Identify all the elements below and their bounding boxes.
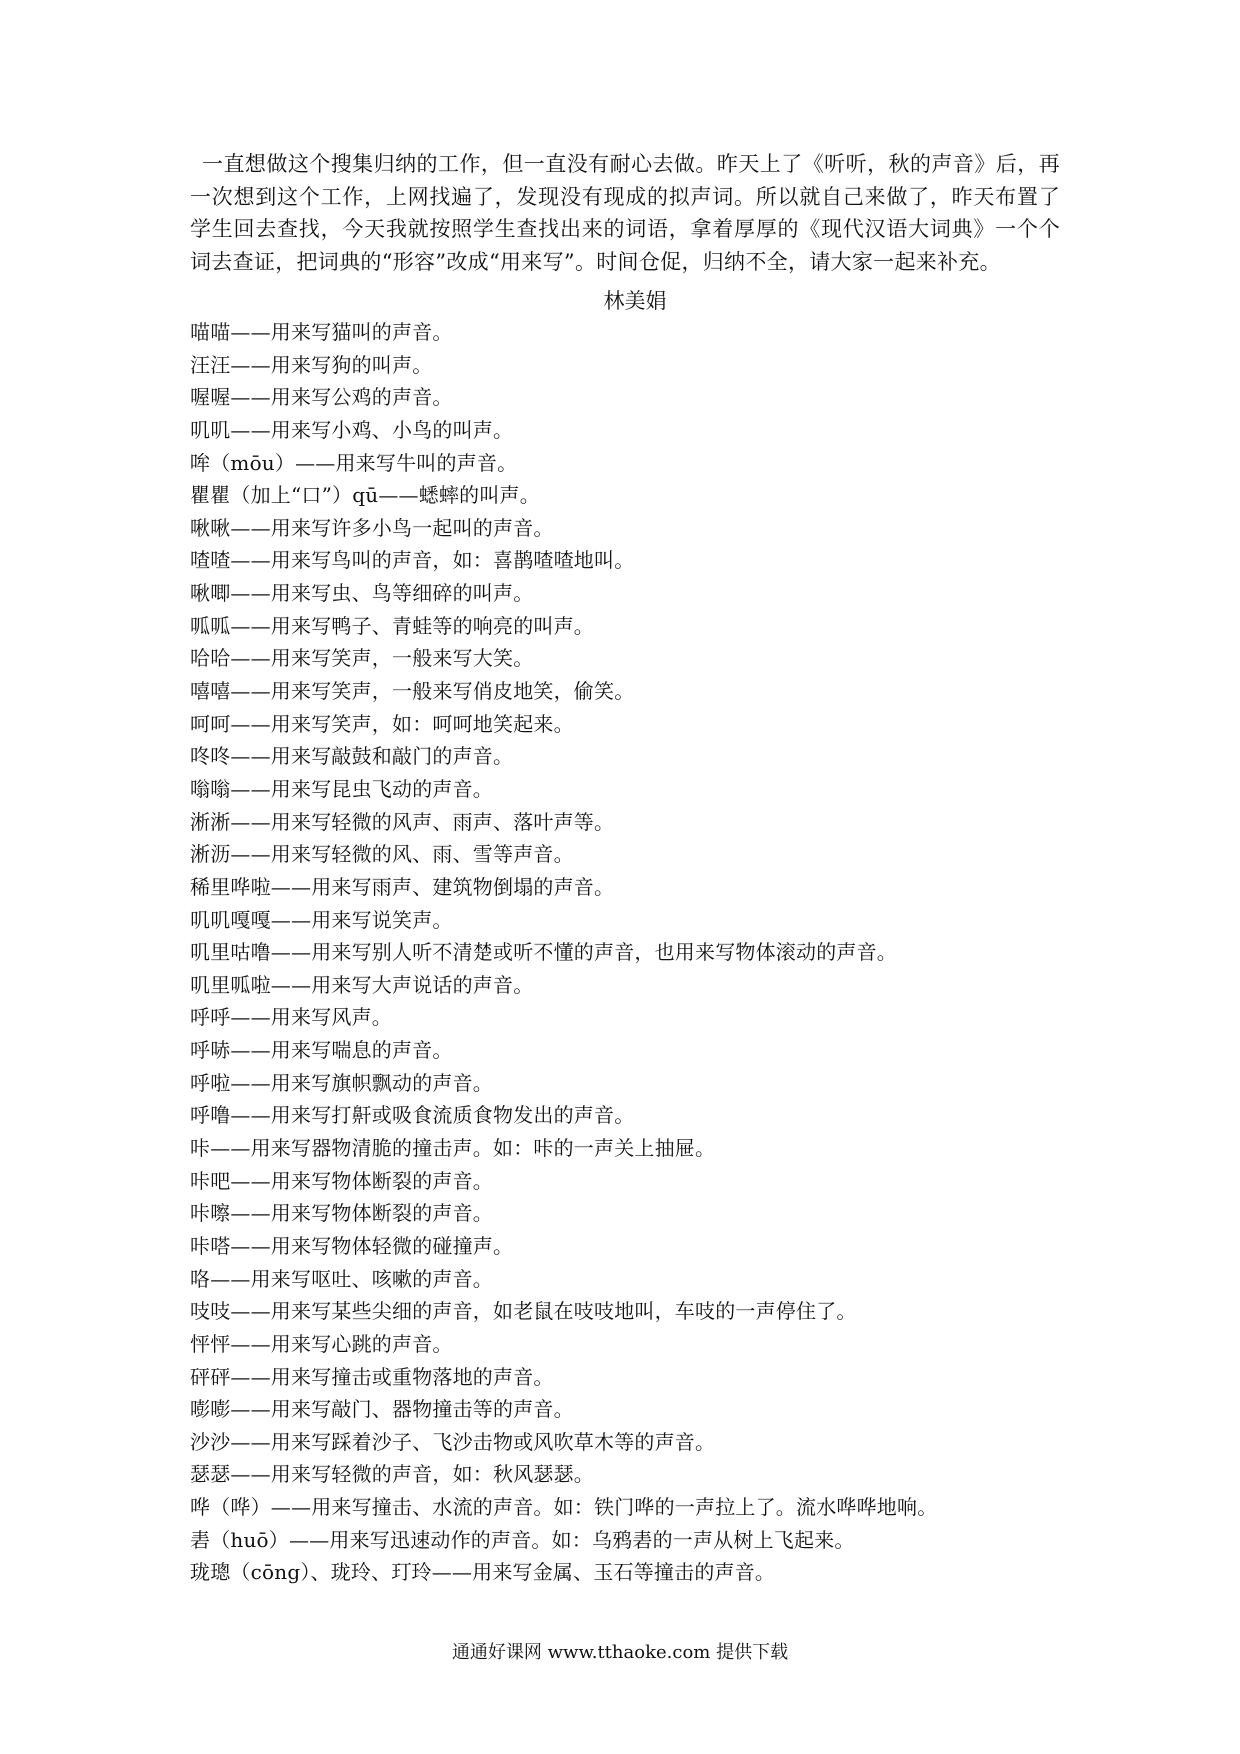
list-item: 嘻嘻——用来写笑声，一般来写俏皮地笑，偷笑。	[190, 679, 635, 704]
list-item: 叽里呱啦——用来写大声说话的声音。	[190, 972, 534, 997]
list-item: 珑璁（cōng）、珑玲、玎玲——用来写金属、玉石等撞击的声音。	[190, 1560, 776, 1585]
list-item: 呱呱——用来写鸭子、青蛙等的响亮的叫声。	[190, 613, 594, 638]
list-item: 呼噜——用来写打鼾或吸食流质食物发出的声音。	[190, 1103, 635, 1128]
list-item: 砉（huō）——用来写迅速动作的声音。如：乌鸦砉的一声从树上飞起来。	[190, 1527, 855, 1552]
list-item: 咔——用来写器物清脆的撞击声。如：咔的一声关上抽屉。	[190, 1136, 716, 1161]
footer-credit: 通通好课网 www.tthaoke.com 提供下载	[451, 1642, 789, 1663]
list-item: 呼呼——用来写风声。	[190, 1005, 392, 1030]
list-item: 呼啦——用来写旗帜飘动的声音。	[190, 1070, 493, 1095]
list-item: 咚咚——用来写敲鼓和敲门的声音。	[190, 744, 514, 769]
onomatopoeia-list	[190, 316, 1090, 1589]
list-item: 瑟瑟——用来写轻微的声音，如：秋风瑟瑟。	[190, 1462, 594, 1487]
list-item: 沙沙——用来写踩着沙子、飞沙击物或风吹草木等的声音。	[190, 1429, 716, 1454]
list-item: 吱吱——用来写某些尖细的声音，如老鼠在吱吱地叫，车吱的一声停住了。	[190, 1299, 857, 1324]
list-item: 淅沥——用来写轻微的风、雨、雪等声音。	[190, 842, 574, 867]
list-item: 嗡嗡——用来写昆虫飞动的声音。	[190, 776, 493, 801]
list-item: 叽叽——用来写小鸡、小鸟的叫声。	[190, 417, 514, 442]
list-item: 喔喔——用来写公鸡的声音。	[190, 385, 453, 410]
list-item: 咔嚓——用来写物体断裂的声音。	[190, 1201, 493, 1226]
list-item: 叽叽嘎嘎——用来写说笑声。	[190, 907, 453, 932]
list-item: 嘭嘭——用来写敲门、器物撞击等的声音。	[190, 1397, 574, 1422]
list-item: 呵呵——用来写笑声，如：呵呵地笑起来。	[190, 711, 574, 736]
list-item: 稀里哗啦——用来写雨声、建筑物倒塌的声音。	[190, 874, 615, 899]
list-item: 哗（哗）——用来写撞击、水流的声音。如：铁门哗的一声拉上了。流水哗哗地响。	[190, 1495, 938, 1520]
list-item: 哞（mōu）——用来写牛叫的声音。	[190, 450, 518, 475]
author-name: 林美娟	[603, 289, 667, 313]
list-item: 啾啾——用来写许多小鸟一起叫的声音。	[190, 515, 554, 540]
list-item: 咔吧——用来写物体断裂的声音。	[190, 1168, 493, 1193]
list-item: 咔嗒——用来写物体轻微的碰撞声。	[190, 1233, 514, 1258]
list-item: 砰砰——用来写撞击或重物落地的声音。	[190, 1364, 554, 1389]
list-item: 喳喳——用来写鸟叫的声音，如：喜鹊喳喳地叫。	[190, 548, 635, 573]
intro-paragraph: 一直想做这个搜集归纳的工作，但一直没有耐心去做。昨天上了《听听，秋的声音》后，再一次想到这个工作，上网找遍了，发现没有现成的拟声词。所以就自己来做了，昨天布置了学生回去查找，今天我就按照学生查找出来的词语，拿着厚厚的《现代汉语大词典》一个个词去查证，把词典的“形容”改成“用来写”。时间仓促，归纳不全，请大家一起来补充。	[190, 152, 1060, 274]
list-item: 怦怦——用来写心跳的声音。	[190, 1331, 453, 1356]
list-item: 呼哧——用来写喘息的声音。	[190, 1038, 453, 1063]
list-item: 叽里咕噜——用来写别人听不清楚或听不懂的声音，也用来写物体滚动的声音。	[190, 940, 897, 965]
list-item: 咯——用来写呕吐、咳嗽的声音。	[190, 1266, 493, 1291]
list-item: 瞿瞿（加上“口”）qū——蟋蟀的叫声。	[190, 483, 540, 508]
list-item: 喵喵——用来写猫叫的声音。	[190, 320, 453, 344]
list-item: 淅淅——用来写轻微的风声、雨声、落叶声等。	[190, 809, 615, 834]
list-item: 汪汪——用来写狗的叫声。	[190, 352, 433, 377]
list-item: 哈哈——用来写笑声，一般来写大笑。	[190, 646, 534, 671]
list-item: 啾唧——用来写虫、鸟等细碎的叫声。	[190, 581, 534, 606]
